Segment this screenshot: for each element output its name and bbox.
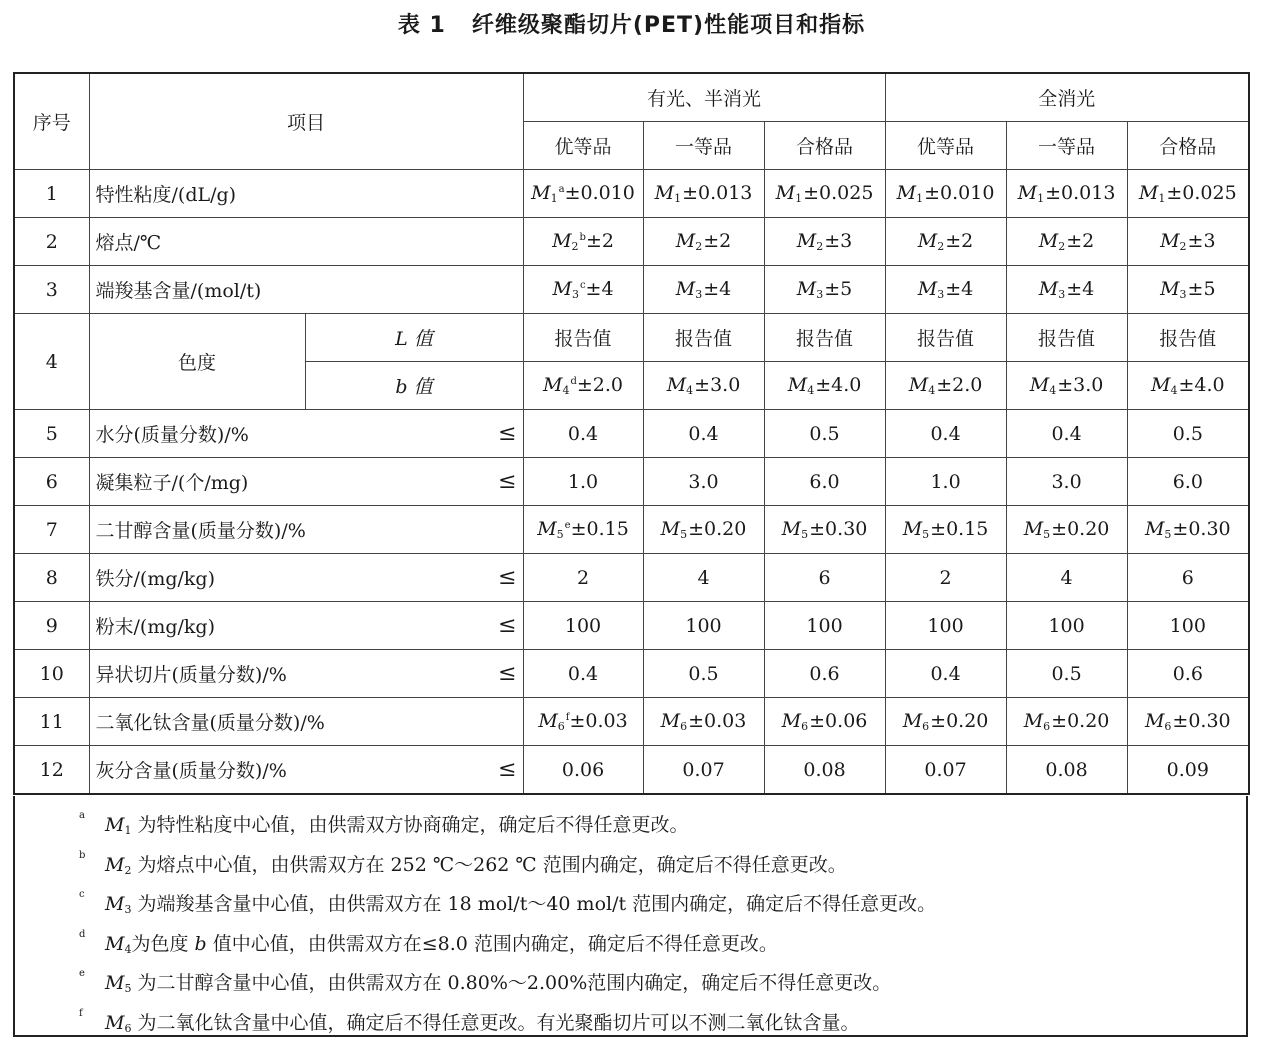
value-cell: 0.5 [764,410,885,458]
tolerance: ±0.03 [688,710,747,732]
tolerance: ±0.20 [1051,710,1110,732]
subscript: 6 [124,1021,132,1035]
symbol-m: M [796,278,817,300]
table-row [14,314,1249,362]
value-cell [885,218,1006,266]
subscript: 4 [124,942,132,956]
header-grade: 一等品 [1006,122,1127,170]
tolerance: ±4 [945,278,974,300]
tolerance: ±0.06 [809,710,868,732]
table-row [14,554,1249,602]
symbol-m: M [781,710,802,732]
subscript: 2 [816,240,824,253]
tolerance: ±5 [824,278,853,300]
value-cell [1006,266,1127,314]
symbol-m: M [675,278,696,300]
symbol-m: M [1038,230,1059,252]
value-cell: 0.4 [1006,410,1127,458]
tolerance: ±5 [1187,278,1216,300]
symbol-m: M [105,853,125,876]
value-cell [1006,218,1127,266]
header-group-glossy: 有光、半消光 [523,73,885,122]
value-cell: 0.6 [1127,650,1249,698]
footnote-text-b: b [194,932,207,955]
subscript: 2 [571,240,579,253]
spec-table [13,72,1250,795]
row-number: 3 [14,266,89,314]
value-cell: 6 [764,554,885,602]
footnote-text-post: 值中心值，由供需双方在≤8.0 范围内确定，确定后不得任意更改。 [206,932,778,955]
symbol-m: M [105,932,125,955]
tolerance: ±0.010 [924,182,995,204]
tolerance: ±0.025 [803,182,874,204]
footnote [15,923,1246,963]
table-row [14,266,1249,314]
value-cell [885,170,1006,218]
subscript: 5 [124,982,132,996]
value-cell: 0.4 [523,410,643,458]
value-cell: 1.0 [523,458,643,506]
symbol-m: M [787,374,808,396]
symbol-m: M [896,182,917,204]
subscript: 1 [1037,192,1045,205]
row-item: 粉末/(mg/kg) [95,616,215,638]
subscript: 3 [1179,288,1187,301]
value-cell: 100 [643,602,764,650]
value-cell [764,506,885,554]
value-cell: 0.07 [643,746,764,795]
row-item: 灰分含量(质量分数)/% [95,760,287,782]
subscript: 4 [562,384,570,397]
row-item: 凝集粒子/(个/mg) [95,472,249,494]
tolerance: ±4.0 [815,374,862,396]
symbol-m: M [1023,518,1044,540]
subscript: 1 [674,192,682,205]
table-row [14,746,1249,795]
condition-symbol: ≤ [498,565,517,590]
symbol-m: M [1017,182,1038,204]
subscript: 4 [686,384,694,397]
footnote [15,962,1246,1002]
value-cell: 0.08 [1006,746,1127,795]
footnote-text: 为二氧化钛含量中心值，确定后不得任意更改。有光聚酯切片可以不测二氧化钛含量。 [137,1011,860,1034]
subscript: 4 [928,384,936,397]
value-cell [1127,170,1249,218]
value-cell: 报告值 [1127,314,1249,362]
row-item-cell [89,410,523,458]
value-cell: 报告值 [523,314,643,362]
condition-symbol: ≤ [498,757,517,782]
row-item: 二甘醇含量(质量分数)/% [89,506,523,554]
subscript: 6 [801,720,809,733]
value-cell [885,698,1006,746]
value-cell: 报告值 [643,314,764,362]
value-cell: 2 [885,554,1006,602]
symbol-m: M [781,518,802,540]
tolerance: ±3 [824,230,853,252]
row-item: 色度 [89,314,305,410]
tolerance: ±4 [703,278,732,300]
symbol-m: M [902,518,923,540]
subscript: 5 [1043,528,1051,541]
row-item-cell [89,650,523,698]
value-cell [523,362,643,410]
subscript: 5 [801,528,809,541]
tolerance: ±0.025 [1166,182,1237,204]
value-cell [885,362,1006,410]
header-grade: 一等品 [643,122,764,170]
table-row [14,410,1249,458]
tolerance: ±0.010 [564,182,635,204]
table-row [14,506,1249,554]
subscript: 5 [922,528,930,541]
table-title [0,8,1263,44]
subscript: 3 [571,288,579,301]
row-item-cell [89,458,523,506]
subscript: 4 [1049,384,1057,397]
value-cell [643,266,764,314]
subscript: 4 [807,384,815,397]
table-number: 表 1 [397,13,446,38]
value-cell: 6.0 [764,458,885,506]
footnote-ref: c [579,280,586,291]
value-cell: 100 [523,602,643,650]
tolerance: ±0.30 [1172,710,1231,732]
row-subitem-l: L 值 [305,314,523,362]
value-cell: 0.4 [643,410,764,458]
row-item: 水分(质量分数)/% [95,424,249,446]
row-item: 异状切片(质量分数)/% [95,664,287,686]
header-grade: 合格品 [1127,122,1249,170]
value-cell: 100 [764,602,885,650]
subscript: 1 [916,192,924,205]
tolerance: ±2 [945,230,974,252]
value-cell: 报告值 [1006,314,1127,362]
row-number: 2 [14,218,89,266]
value-cell: 0.08 [764,746,885,795]
symbol-m: M [105,1011,125,1034]
value-cell [643,506,764,554]
footnote-mark: e [79,968,85,979]
row-item-cell [89,602,523,650]
value-cell [764,170,885,218]
condition-symbol: ≤ [498,661,517,686]
value-cell [764,218,885,266]
value-cell: 0.09 [1127,746,1249,795]
row-item: 二氧化钛含量(质量分数)/% [89,698,523,746]
symbol-m: M [917,230,938,252]
footnote-mark: c [79,889,85,900]
value-cell [643,698,764,746]
footnote-text-pre: 为色度 [131,932,195,955]
subscript: 6 [1164,720,1172,733]
value-cell: 报告值 [885,314,1006,362]
symbol-m: M [1038,278,1059,300]
footnote-ref: a [558,184,565,195]
symbol-m: M [666,374,687,396]
symbol-m: M [1138,182,1159,204]
header-grade: 优等品 [885,122,1006,170]
table-caption: 纤维级聚酯切片(PET)性能项目和指标 [471,13,866,38]
value-cell [523,266,643,314]
tolerance: ±0.15 [570,518,629,540]
value-cell: 6.0 [1127,458,1249,506]
subscript: 1 [795,192,803,205]
value-cell: 0.4 [885,650,1006,698]
row-number: 7 [14,506,89,554]
value-cell [1127,218,1249,266]
value-cell [1127,266,1249,314]
subscript: 3 [1058,288,1066,301]
symbol-m: M [531,182,551,204]
value-cell [764,266,885,314]
subscript: 2 [1058,240,1066,253]
footnote-text: 为特性粘度中心值，由供需双方协商确定，确定后不得任意更改。 [137,814,689,837]
symbol-m: M [105,814,125,837]
value-cell [1127,362,1249,410]
tolerance: ±0.013 [1045,182,1116,204]
row-number: 12 [14,746,89,795]
value-cell [643,170,764,218]
row-number: 5 [14,410,89,458]
row-item-cell [89,554,523,602]
subscript: 6 [557,720,565,733]
footnote-mark: a [79,810,85,821]
value-cell: 报告值 [764,314,885,362]
footnote-mark: d [79,928,86,940]
symbol-m: M [552,278,572,300]
subscript: 3 [695,288,703,301]
condition-symbol: ≤ [498,469,517,494]
value-cell [1006,170,1127,218]
value-cell: 0.07 [885,746,1006,795]
symbol-m: M [1029,374,1050,396]
value-cell [643,362,764,410]
subscript: 6 [1043,720,1051,733]
footnote-ref: d [570,376,577,387]
symbol-m: M [654,182,675,204]
symbol-m: M [917,278,938,300]
subscript: 6 [680,720,688,733]
header-grade: 优等品 [523,122,643,170]
table-row [14,698,1249,746]
tolerance: ±4 [585,278,614,300]
subscript: 6 [922,720,930,733]
tolerance: ±0.03 [569,710,628,732]
value-cell [885,266,1006,314]
value-cell: 0.5 [1127,410,1249,458]
symbol-m: M [908,374,929,396]
symbol-m: M [1160,278,1180,300]
value-cell [1006,506,1127,554]
tolerance: ±2 [1066,230,1095,252]
condition-symbol: ≤ [498,613,517,638]
symbol-m: M [105,972,125,995]
row-subitem-b: b 值 [305,362,523,410]
symbol-m: M [105,893,125,916]
value-cell [885,506,1006,554]
row-item: 铁分/(mg/kg) [95,568,215,590]
value-cell: 3.0 [1006,458,1127,506]
value-cell [523,170,643,218]
footnote-mark: f [79,1007,83,1019]
tolerance: ±0.013 [682,182,753,204]
subscript: 4 [1170,384,1178,397]
row-number: 9 [14,602,89,650]
footnote-ref: e [564,520,571,531]
footnote [15,1002,1246,1042]
value-cell [764,698,885,746]
header-grade: 合格品 [764,122,885,170]
row-number: 1 [14,170,89,218]
tolerance: ±2 [703,230,732,252]
row-number: 8 [14,554,89,602]
row-number: 11 [14,698,89,746]
tolerance: ±0.20 [688,518,747,540]
symbol-m: M [902,710,923,732]
value-cell [523,506,643,554]
value-cell: 0.6 [764,650,885,698]
value-cell: 100 [1127,602,1249,650]
subscript: 3 [937,288,945,301]
header-group-fulldull: 全消光 [885,73,1249,122]
subscript: 2 [1179,240,1187,253]
header-item: 项目 [89,73,523,170]
value-cell [1006,362,1127,410]
footnote-text: 为熔点中心值，由供需双方在 252 ℃～262 ℃ 范围内确定，确定后不得任意更改。 [137,853,847,876]
footnote-mark: b [79,849,86,861]
footnote-text: 为二甘醇含量中心值，由供需双方在 0.80%～2.00%范围内确定，确定后不得任意更改。 [137,972,892,995]
value-cell: 3.0 [643,458,764,506]
footnote-text: 为端羧基含量中心值，由供需双方在 18 mol/t～40 mol/t 范围内确定，确定后不得任意更改。 [137,893,937,916]
subscript: 3 [124,903,132,917]
symbol-m: M [543,374,563,396]
tolerance: ±2.0 [936,374,983,396]
table-row [14,602,1249,650]
value-cell [1127,506,1249,554]
value-cell [523,698,643,746]
subscript: 5 [680,528,688,541]
subscript: 1 [550,192,558,205]
footnote-ref: b [579,232,586,243]
value-cell [1127,698,1249,746]
symbol-m: M [675,230,696,252]
tolerance: ±3.0 [694,374,741,396]
symbol-m: M [1144,518,1165,540]
value-cell: 0.5 [1006,650,1127,698]
symbol-m: M [1160,230,1180,252]
footnote [15,804,1246,844]
condition-symbol: ≤ [498,421,517,446]
subscript: 2 [695,240,703,253]
table-row [14,650,1249,698]
footnotes [13,796,1248,1037]
footnote-ref: f [565,712,570,723]
symbol-m: M [796,230,817,252]
tolerance: ±3 [1187,230,1216,252]
subscript: 3 [816,288,824,301]
tolerance: ±0.20 [930,710,989,732]
tolerance: ±0.20 [1051,518,1110,540]
value-cell: 2 [523,554,643,602]
table-row [14,458,1249,506]
subscript: 1 [1158,192,1166,205]
value-cell: 4 [1006,554,1127,602]
value-cell: 6 [1127,554,1249,602]
tolerance: ±0.30 [1172,518,1231,540]
tolerance: ±2.0 [576,374,624,396]
symbol-m: M [1144,710,1165,732]
value-cell: 100 [885,602,1006,650]
tolerance: ±4 [1066,278,1095,300]
value-cell [523,218,643,266]
table-row [14,170,1249,218]
row-item: 特性粘度/(dL/g) [89,170,523,218]
subscript: 2 [937,240,945,253]
value-cell: 100 [1006,602,1127,650]
row-item: 端羧基含量/(mol/t) [89,266,523,314]
row-item: 熔点/℃ [89,218,523,266]
symbol-m: M [537,518,557,540]
row-number: 4 [14,314,89,410]
value-cell: 0.4 [523,650,643,698]
tolerance: ±4.0 [1178,374,1225,396]
row-number: 10 [14,650,89,698]
symbol-m: M [660,518,681,540]
header-seq: 序号 [14,73,89,170]
value-cell: 4 [643,554,764,602]
subscript: 5 [1164,528,1172,541]
row-number: 6 [14,458,89,506]
table-row [14,218,1249,266]
value-cell [1006,698,1127,746]
footnote [15,844,1246,884]
row-item-cell [89,746,523,795]
value-cell: 0.5 [643,650,764,698]
subscript: 2 [124,863,132,877]
value-cell: 0.06 [523,746,643,795]
symbol-m: M [1023,710,1044,732]
symbol-m: M [775,182,796,204]
tolerance: ±0.15 [930,518,989,540]
value-cell [764,362,885,410]
subscript: 1 [124,824,132,838]
value-cell [643,218,764,266]
symbol-m: M [660,710,681,732]
footnote [15,883,1246,923]
value-cell: 1.0 [885,458,1006,506]
subscript: 5 [556,528,564,541]
tolerance: ±3.0 [1057,374,1104,396]
tolerance: ±2 [585,230,614,252]
symbol-m: M [1151,374,1171,396]
symbol-m: M [552,230,572,252]
tolerance: ±0.30 [809,518,868,540]
symbol-m: M [538,710,558,732]
value-cell: 0.4 [885,410,1006,458]
